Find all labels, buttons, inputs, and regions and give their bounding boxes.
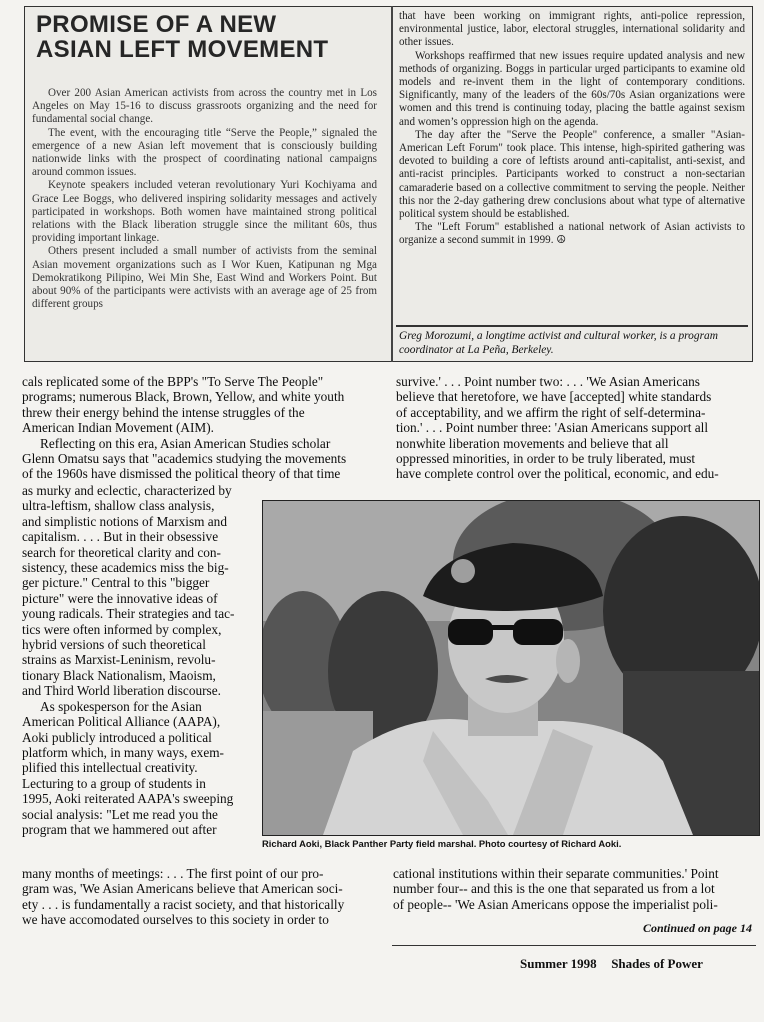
text-line: social analysis: "Let me read you the — [22, 806, 218, 822]
text-line: tics were often informed by complex, — [22, 621, 222, 637]
text-line: nonwhite liberation movements and believe that all — [396, 435, 669, 451]
text-line: many months of meetings: . . . The first point of our pro- — [22, 866, 324, 881]
headline-line-2: ASIAN LEFT MOVEMENT — [36, 36, 329, 63]
text-line: oppressed minorities, in order to be truly liberated, must — [396, 451, 696, 467]
byline-rule — [396, 325, 748, 327]
headline — [36, 12, 386, 62]
text-line: ety . . . is fundamentally a racist society, and that historically — [22, 896, 345, 912]
text-line: strains as Marxist-Leninism, revolu- — [22, 652, 216, 668]
main-narrow-column — [22, 483, 262, 837]
issue-date: Summer 1998 — [520, 956, 597, 971]
text-line: Aoki publicly introduced a political — [22, 729, 212, 745]
text-line: have complete control over the political, economic, and edu- — [396, 466, 719, 482]
headline-line-1: PROMISE OF A NEW — [36, 11, 277, 38]
continued-note: Continued on page 14 — [642, 921, 752, 935]
text-line: Reflecting on this era, Asian American Studies scholar — [40, 435, 331, 451]
text-line: capitalism. . . . But in their obsessive — [22, 529, 219, 545]
text-line: As spokesperson for the Asian — [40, 698, 202, 714]
text-line: of people-- 'We Asian Americans oppose the imperialist poli- — [393, 896, 718, 912]
text-line: picture" were the innovative ideas of — [22, 590, 218, 606]
article-right-column — [399, 10, 745, 248]
article-paragraph: Keynote speakers included veteran revolutionary Yuri Kochiyama and Grace Lee Boggs, who delivered inspiring solidarity messages and actively participated in workshops. Both women have maintained strong political relations with the Black liberation struggle since the militant 60s, thus providing important linkage. — [32, 179, 377, 245]
byline: Greg Morozumi, a longtime activist and cultural worker, is a program coordinator at La Peña, Berkeley. — [399, 330, 718, 356]
text-line: search for theoretical clarity and con- — [22, 544, 221, 560]
text-line: tionary Black Nationalism, Maoism, — [22, 667, 216, 683]
text-line: platform which, in many ways, exem- — [22, 744, 224, 760]
text-line: we have accomodated ourselves to this society in order to — [22, 912, 329, 928]
text-line: tion.' . . . Point number three: 'Asian Americans support all — [396, 420, 709, 436]
text-line: as murky and eclectic, characterized by — [22, 483, 232, 498]
footer-rule — [392, 945, 756, 946]
text-line: and simplistic notions of Marxism and — [22, 513, 227, 529]
text-line: Glenn Omatsu says that "academics studying the movements — [22, 451, 347, 467]
article-paragraph: Workshops reaffirmed that new issues require updated analysis and new methods of organizing. Boggs in particular urged participants to examine old models and re-invent them in the light of contemporary conditions. Significantly, many of the leaders of the 60s/70s Asian organizations were women and this trend is continuing today, placing the battle against sexism and women’s oppression high on the agenda. — [399, 49, 745, 128]
publication-name: Shades of Power — [611, 956, 703, 971]
main-left-bottom — [22, 866, 382, 928]
text-line: survive.' . . . Point number two: . . . 'We Asian Americans — [396, 374, 700, 389]
text-line: and Third World liberation discourse. — [22, 683, 221, 699]
article-divider — [391, 6, 393, 362]
photo-illustration — [263, 501, 759, 835]
article-paragraph: Over 200 Asian American activists from across the country met in Los Angeles on May 15-16 to discuss grassroots organizing and the need for fundamental social change. — [32, 87, 377, 126]
text-line: hybrid versions of such theoretical — [22, 637, 206, 653]
text-line: ultra-leftism, shallow class analysis, — [22, 498, 215, 514]
text-line: 1995, Aoki reiterated AAPA's sweeping — [22, 791, 234, 807]
text-line: American Political Alliance (AAPA), — [22, 714, 221, 730]
text-line: American Indian Movement (AIM). — [22, 420, 215, 436]
text-line: gram was, 'We Asian Americans believe that American soci- — [22, 881, 343, 897]
main-right-top — [396, 374, 758, 482]
text-line: programs; numerous Black, Brown, Yellow, and white youth — [22, 389, 345, 405]
text-line: cational institutions within their separate communities.' Point — [393, 866, 719, 881]
article-left-column — [32, 87, 377, 311]
text-line: plified this intellectual creativity. — [22, 760, 198, 776]
main-right-bottom — [393, 866, 758, 912]
text-line: number four-- and this is the one that separated us from a lot — [393, 881, 715, 897]
text-line: ger picture." Central to this "bigger — [22, 575, 210, 591]
end-mark-icon: ☮ — [556, 234, 567, 247]
text-line: program that we hammered out after — [22, 821, 217, 837]
text-line: threw their energy behind the intense struggles of the — [22, 404, 305, 420]
text-line: believe that heretofore, we have [accepted] white standards — [396, 389, 712, 405]
footer — [520, 956, 703, 972]
text-line: young radicals. Their strategies and tac- — [22, 606, 235, 622]
text-line: Lecturing to a group of students in — [22, 775, 206, 791]
text-line: of acceptability, and we affirm the right of self-determina- — [396, 404, 706, 420]
main-left-top — [22, 374, 380, 482]
article-paragraph: The day after the "Serve the People" conference, a smaller "Asian-American Left Forum" took place. This intense, high-spirited gathering was devoted to building a core of leftists around anti-capitalist, anti-sexist, and anti-racist principles. Participants worked to construct a non-sectarian camaraderie based on a collective commitment to serving the people. Neither this nor the 2-day gathering drew conclusions about what type of alternative political system should be established. — [399, 128, 745, 221]
article-paragraph: The "Left Forum" established a national network of Asian activists to organize a second summit in 1999. ☮ — [399, 221, 745, 247]
photo-caption: Richard Aoki, Black Panther Party field marshal. Photo courtesy of Richard Aoki. — [262, 838, 622, 849]
text-line: sistency, these academics miss the big- — [22, 560, 229, 576]
text-line: cals replicated some of the BPP's "To Serve The People" — [22, 374, 324, 389]
article-paragraph: The event, with the encouraging title “Serve the People,” signaled the emergence of a new Asian left movement that is consciously building nationwide links with the prospect of coordinating national campaigns around common issues. — [32, 126, 377, 179]
article-paragraph: that have been working on immigrant rights, anti-police repression, environmental justice, labor, electoral struggles, international solidarity and other issues. — [399, 10, 745, 49]
text-line: of the 1960s have dismissed the political theory of that time — [22, 466, 341, 482]
photo — [262, 500, 760, 836]
article-paragraph: Others present included a small number of activists from the seminal Asian movement organizations such as I Wor Kuen, Katipunan ng Mga Demokratikong Pilipino, Wei Min She, East Wind and Workers Point. But about 90% of the participants were activists with an average age of 25 from different groups — [32, 245, 377, 311]
